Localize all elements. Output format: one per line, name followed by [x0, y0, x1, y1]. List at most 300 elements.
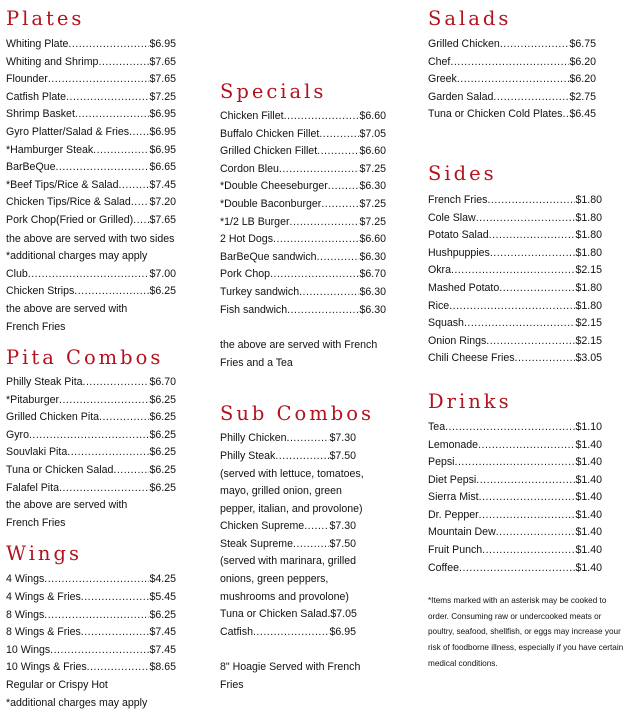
menu-item — [428, 419, 602, 437]
menu-item — [428, 210, 602, 228]
dot-leader — [131, 194, 150, 212]
dot-leader — [489, 227, 576, 245]
menu-item-price: $1.40 — [575, 544, 602, 557]
menu-item — [428, 245, 602, 263]
sides-heading: Sides — [428, 161, 497, 185]
dot-leader — [279, 161, 360, 179]
dot-leader — [129, 124, 149, 142]
menu-item-name: Pork Chop — [220, 268, 271, 281]
plates-heading: Plates — [6, 7, 85, 30]
menu-item-price: $7.20 — [149, 196, 176, 209]
dot-leader — [48, 71, 150, 89]
menu-item-price: $6.70 — [359, 268, 386, 281]
menu-item-name: Garden Salad — [428, 90, 494, 103]
dot-leader — [457, 71, 570, 89]
menu-item-price: $7.25 — [149, 90, 176, 103]
menu-item-name: 4 Wings & Fries — [6, 591, 81, 604]
menu-item-name: Chicken Strips — [6, 285, 75, 298]
menu-item-price: $7.25 — [359, 197, 386, 210]
menu-item-price: $1.80 — [575, 229, 602, 242]
dot-leader — [275, 448, 329, 466]
dot-leader — [44, 571, 149, 589]
dot-leader — [499, 280, 575, 298]
menu-item-price: $1.40 — [575, 456, 602, 469]
menu-item-name: *Hamburger Steak — [6, 143, 94, 156]
menu-item-price: $3.05 — [575, 352, 602, 365]
menu-item — [220, 161, 386, 179]
menu-item-name: Philly Steak Pita — [6, 376, 83, 389]
menu-item — [428, 54, 596, 72]
dot-leader — [293, 536, 329, 554]
dot-leader — [270, 266, 359, 284]
menu-item — [428, 333, 602, 351]
menu-item — [6, 124, 176, 142]
menu-item — [6, 571, 176, 589]
menu-item-name: French Fries — [428, 193, 488, 206]
menu-item — [6, 480, 176, 498]
menu-item — [6, 392, 176, 410]
pita-combos-list — [6, 374, 176, 497]
menu-item — [6, 444, 176, 462]
salads-heading: Salads — [428, 7, 512, 30]
menu-item-price: $1.40 — [575, 473, 602, 486]
menu-item — [6, 427, 176, 445]
menu-item-name: Grilled Chicken Fillet — [220, 145, 318, 158]
menu-item-price: $7.50 — [329, 537, 356, 550]
dot-leader — [75, 106, 150, 124]
dot-leader — [476, 210, 576, 228]
plates-list-2 — [6, 266, 176, 301]
menu-item-name: Sierra Mist — [428, 491, 479, 504]
menu-item — [428, 89, 596, 107]
dot-leader — [118, 177, 149, 195]
dot-leader — [328, 178, 360, 196]
sub-combos-list-3 — [220, 606, 356, 641]
dot-leader — [476, 472, 575, 490]
menu-item-price: $6.20 — [569, 55, 596, 68]
menu-item — [220, 266, 386, 284]
menu-item-price: $6.25 — [149, 446, 176, 459]
sub-combos-list-1 — [220, 430, 356, 465]
dot-leader — [59, 480, 149, 498]
dot-leader — [66, 89, 149, 107]
menu-item — [220, 108, 386, 126]
dot-leader — [500, 36, 570, 54]
dot-leader — [451, 262, 576, 280]
menu-item — [428, 542, 602, 560]
menu-item-name: Philly Steak — [220, 449, 276, 462]
salads-list — [428, 36, 596, 124]
dot-leader — [486, 333, 575, 351]
menu-item-price: $2.15 — [575, 264, 602, 277]
dot-leader — [28, 266, 150, 284]
menu-item — [428, 71, 596, 89]
sub-combos-note-2: (served with marinara, grilled onions, green peppers, mushrooms and provolone) — [220, 555, 357, 603]
dot-leader — [55, 159, 149, 177]
menu-item-price: $2.15 — [575, 317, 602, 330]
menu-item-name: Potato Salad — [428, 229, 489, 242]
menu-item — [428, 489, 602, 507]
menu-item — [6, 374, 176, 392]
menu-item-name: Coffee — [428, 561, 460, 574]
menu-item-price: $1.40 — [575, 438, 602, 451]
allergy-disclaimer: *Items marked with an asterisk may be cooked to order. Consuming raw or undercooked meats or poultry, seafood, shellfish, or eggs may increase your risk of foodborne illness, especially if you have certain medical conditions. — [428, 596, 624, 668]
menu-item-name: Pork Chop(Fried or Grilled) — [6, 213, 134, 226]
menu-item-price: $7.30 — [329, 520, 356, 533]
menu-item-name: 10 Wings & Fries — [6, 661, 87, 674]
drinks-list — [428, 419, 602, 577]
menu-item — [428, 36, 596, 54]
menu-item-name: Flounder — [6, 73, 48, 86]
dot-leader — [464, 315, 576, 333]
menu-item-name: Grilled Chicken — [428, 38, 500, 50]
menu-item — [220, 430, 356, 448]
menu-item-name: Fish sandwich — [220, 303, 288, 316]
menu-item — [6, 89, 176, 107]
menu-item — [428, 106, 596, 124]
menu-item-name: Tuna or Chicken Salad — [220, 608, 328, 621]
menu-item — [6, 212, 176, 230]
dot-leader — [487, 192, 575, 210]
menu-item-name: Okra — [428, 264, 451, 277]
dot-leader — [87, 659, 150, 677]
dot-leader — [59, 392, 149, 410]
specials-note: the above are served with French Fries and a Tea — [220, 339, 378, 369]
wings-note-charges: *additional charges may apply — [6, 696, 148, 709]
menu-item-name: *Beef Tips/Rice & Salad — [6, 178, 119, 191]
menu-item-price: $6.25 — [149, 393, 176, 406]
menu-item-price: $7.65 — [149, 213, 176, 226]
menu-item-price: $1.80 — [575, 299, 602, 312]
menu-item — [220, 624, 356, 642]
menu-item-price: $6.95 — [149, 143, 176, 156]
menu-item-price: $6.25 — [149, 411, 176, 424]
dot-leader — [68, 36, 149, 54]
dot-leader — [67, 444, 149, 462]
menu-item — [220, 284, 386, 302]
menu-item-name: Falafel Pita — [6, 481, 59, 494]
dot-leader — [113, 462, 149, 480]
menu-item-price: $1.80 — [575, 281, 602, 294]
dot-leader — [299, 284, 359, 302]
menu-item-price: $7.45 — [149, 643, 176, 656]
menu-item-name: Philly Chicken — [220, 432, 287, 445]
menu-item — [428, 262, 602, 280]
menu-item — [6, 159, 176, 177]
dot-leader — [290, 214, 360, 232]
menu-item-name: Squash — [428, 317, 464, 330]
menu-item — [220, 536, 356, 554]
dot-leader — [445, 419, 575, 437]
menu-item-price: $7.25 — [359, 215, 386, 228]
menu-item — [6, 71, 176, 89]
menu-item-name: Greek — [428, 73, 457, 86]
dot-leader — [273, 231, 359, 249]
menu-item — [6, 36, 176, 54]
menu-item-price: $1.40 — [575, 491, 602, 504]
menu-item-price: $6.25 — [149, 608, 176, 621]
menu-item-price: $7.25 — [359, 162, 386, 175]
menu-item-name: 2 Hot Dogs — [220, 233, 273, 246]
dot-leader — [319, 126, 359, 144]
plates-note-sides: the above are served with two sides — [6, 232, 175, 245]
dot-leader — [562, 106, 569, 124]
dot-leader — [317, 249, 360, 267]
menu-item-name: Gyro Platter/Salad & Fries — [6, 125, 130, 138]
menu-item — [220, 231, 386, 249]
dot-leader — [29, 427, 150, 445]
menu-item-price: $7.50 — [329, 449, 356, 462]
menu-item-name: Lemonade — [428, 438, 479, 451]
menu-item-name: Shrimp Basket — [6, 108, 75, 121]
menu-item — [220, 249, 386, 267]
dot-leader — [482, 542, 575, 560]
menu-item-name: Cordon Bleu — [220, 162, 279, 175]
dot-leader — [479, 489, 576, 507]
menu-item-price: $1.80 — [575, 246, 602, 259]
menu-item-name: Club — [6, 267, 28, 280]
dot-leader — [515, 350, 576, 368]
menu-item — [220, 302, 386, 320]
menu-item — [428, 560, 602, 578]
sub-combos-heading: Sub Combos — [220, 402, 374, 426]
menu-item-price: $2.15 — [575, 334, 602, 347]
specials-heading: Specials — [220, 80, 327, 103]
menu-item-price: $6.30 — [359, 250, 386, 263]
menu-item — [428, 350, 602, 368]
menu-item — [428, 315, 602, 333]
menu-item-price: $7.45 — [149, 178, 176, 191]
wings-heading: Wings — [6, 542, 82, 566]
menu-item-name: Mashed Potato — [428, 281, 500, 294]
pita-combos-heading: Pita Combos — [6, 346, 164, 370]
menu-item-price: $1.40 — [575, 508, 602, 521]
menu-item-price: $7.65 — [149, 55, 176, 68]
menu-item-name: Dr. Pepper — [428, 508, 479, 521]
menu-item-price: $7.65 — [149, 73, 176, 86]
menu-item-name: Chicken Fillet — [220, 110, 284, 122]
dot-leader — [81, 624, 150, 642]
middle-column — [220, 80, 386, 695]
menu-item — [428, 280, 602, 298]
menu-item-price: $1.40 — [575, 561, 602, 574]
menu-item-price: $6.95 — [329, 625, 356, 638]
menu-item-price: $6.95 — [149, 38, 176, 50]
menu-item — [6, 266, 176, 284]
menu-item — [220, 196, 386, 214]
dot-leader — [83, 374, 150, 392]
menu-item — [428, 192, 602, 210]
right-column — [428, 7, 626, 671]
menu-item-price: $6.70 — [149, 376, 176, 389]
sub-combos-note-3: 8" Hoagie Served with French Fries — [220, 661, 361, 692]
dot-leader — [99, 409, 149, 427]
menu-item-name: 8 Wings & Fries — [6, 626, 81, 639]
menu-item-price: $6.25 — [149, 285, 176, 298]
menu-item-price: $6.25 — [149, 481, 176, 494]
menu-item-name: Gyro — [6, 428, 29, 441]
specials-list — [220, 108, 386, 319]
menu-item-name: Whiting Plate — [6, 38, 69, 50]
sub-combos-note-1: (served with lettuce, tomatoes, mayo, grilled onion, green pepper, italian, and provolone) — [220, 467, 364, 515]
menu-item — [6, 589, 176, 607]
menu-item — [220, 518, 356, 536]
menu-item-name: Steak Supreme — [220, 537, 294, 550]
menu-item-name: Tuna or Chicken Cold Plates — [428, 108, 563, 121]
menu-item — [6, 54, 176, 72]
menu-item-name: Tuna or Chicken Salad — [6, 464, 114, 477]
menu-item — [220, 178, 386, 196]
menu-item-price: $6.75 — [569, 38, 596, 50]
dot-leader — [287, 302, 359, 320]
menu-item — [428, 507, 602, 525]
dot-leader — [287, 430, 330, 448]
dot-leader — [93, 142, 149, 160]
menu-item — [6, 462, 176, 480]
menu-item — [6, 283, 176, 301]
menu-item-name: Chili Cheese Fries — [428, 352, 515, 365]
menu-item-name: Hushpuppies — [428, 246, 490, 259]
menu-item-name: Pepsi — [428, 456, 455, 469]
plates-note-fries: the above are served with French Fries — [6, 302, 128, 333]
menu-item — [6, 409, 176, 427]
menu-item-name: Diet Pepsi — [428, 473, 477, 486]
menu-item-price: $7.45 — [149, 626, 176, 639]
dot-leader — [133, 212, 149, 230]
plates-list — [6, 36, 176, 230]
menu-item-price: $6.65 — [149, 161, 176, 174]
menu-item-price: $1.80 — [575, 211, 602, 224]
menu-item-name: Catfish Plate — [6, 90, 67, 103]
menu-item-price: $6.25 — [149, 464, 176, 477]
menu-item-price: $2.75 — [569, 90, 596, 103]
menu-item — [6, 624, 176, 642]
menu-item-name: *Pitaburger — [6, 393, 59, 406]
menu-item-name: Chicken Tips/Rice & Salad — [6, 196, 131, 209]
dot-leader — [50, 642, 149, 660]
pita-combos-note: the above are served with French Fries — [6, 499, 128, 529]
menu-item-price: $1.40 — [575, 526, 602, 539]
dot-leader — [44, 607, 149, 625]
wings-list — [6, 571, 176, 677]
menu-item-name: Chef — [428, 55, 451, 68]
menu-item-name: *Double Cheeseburger — [220, 180, 328, 193]
dot-leader — [284, 108, 360, 126]
menu-item — [428, 524, 602, 542]
menu-item — [428, 472, 602, 490]
sub-combos-list-2 — [220, 518, 356, 553]
menu-item — [220, 448, 356, 466]
menu-item — [6, 177, 176, 195]
menu-item-price: $6.30 — [359, 180, 386, 193]
menu-item-name: BarBeQue — [6, 161, 56, 174]
menu-item-name: 10 Wings — [6, 643, 51, 656]
dot-leader — [304, 518, 329, 536]
menu-item-name: Catfish — [220, 625, 253, 638]
menu-item — [6, 142, 176, 160]
menu-item-name: Mountain Dew — [428, 526, 496, 539]
menu-item-name: Grilled Chicken Pita — [6, 411, 100, 424]
menu-item-price: $1.80 — [575, 193, 602, 206]
menu-item — [6, 106, 176, 124]
menu-item-price: $6.95 — [149, 125, 176, 138]
menu-item-price: $6.20 — [569, 73, 596, 86]
dot-leader — [479, 507, 576, 525]
menu-item-name: Fruit Punch — [428, 544, 483, 557]
menu-item-price: $6.60 — [359, 233, 386, 246]
menu-item-price: $7.30 — [329, 432, 356, 445]
menu-item-name: Cole Slaw — [428, 211, 476, 224]
menu-item — [6, 659, 176, 677]
menu-item-price: $7.05 — [359, 127, 386, 140]
menu-item-name: *1/2 LB Burger — [220, 215, 290, 228]
menu-item — [428, 454, 602, 472]
menu-item — [6, 607, 176, 625]
menu-item — [220, 214, 386, 232]
menu-item-price: $6.95 — [149, 108, 176, 121]
menu-item — [6, 194, 176, 212]
menu-item-name: Chicken Supreme — [220, 520, 305, 533]
sides-list — [428, 192, 602, 368]
wings-note-hot: Regular or Crispy Hot — [6, 679, 108, 691]
menu-item-price: $7.00 — [149, 267, 176, 280]
menu-item-price: $6.25 — [149, 428, 176, 441]
menu-item-price: $6.30 — [359, 303, 386, 316]
left-column — [6, 7, 176, 712]
dot-leader — [459, 560, 575, 578]
menu-item-price: $6.60 — [359, 145, 386, 158]
menu-item — [6, 642, 176, 660]
dot-leader — [490, 245, 576, 263]
dot-leader — [478, 437, 575, 455]
menu-item-name: 4 Wings — [6, 573, 45, 586]
dot-leader — [496, 524, 576, 542]
dot-leader — [449, 298, 575, 316]
dot-leader — [317, 143, 359, 161]
menu-item — [220, 126, 386, 144]
menu-item-name: 8 Wings — [6, 608, 45, 621]
menu-item-name: Tea — [428, 420, 446, 433]
drinks-heading: Drinks — [428, 389, 512, 413]
dot-leader — [74, 283, 149, 301]
dot-leader — [98, 54, 149, 72]
menu-item-price: $1.10 — [575, 420, 602, 433]
menu-item-price: $6.45 — [569, 108, 596, 121]
menu-item — [220, 143, 386, 161]
dot-leader — [253, 624, 330, 642]
dot-leader — [81, 589, 150, 607]
menu-item-price: $4.25 — [149, 573, 176, 586]
menu-item-name: Onion Rings — [428, 334, 487, 347]
menu-item-price: $7.05 — [330, 608, 357, 621]
menu-item — [428, 437, 602, 455]
menu-item-name: Souvlaki Pita — [6, 446, 68, 459]
menu-item-name: Turkey sandwich — [220, 285, 300, 298]
menu-item-name: *Double Baconburger — [220, 197, 322, 210]
menu-item-price: $5.45 — [149, 591, 176, 604]
menu-item — [220, 606, 356, 624]
menu-item-name: Whiting and Shrimp — [6, 55, 99, 68]
plates-note-charges: *additional charges may apply — [6, 250, 148, 263]
menu-item-price: $8.65 — [149, 661, 176, 674]
menu-item-price: $6.30 — [359, 285, 386, 298]
menu-item-name: Rice — [428, 299, 450, 312]
dot-leader — [493, 89, 569, 107]
dot-leader — [455, 454, 576, 472]
dot-leader — [450, 54, 569, 72]
menu-item — [428, 298, 602, 316]
menu-item — [428, 227, 602, 245]
